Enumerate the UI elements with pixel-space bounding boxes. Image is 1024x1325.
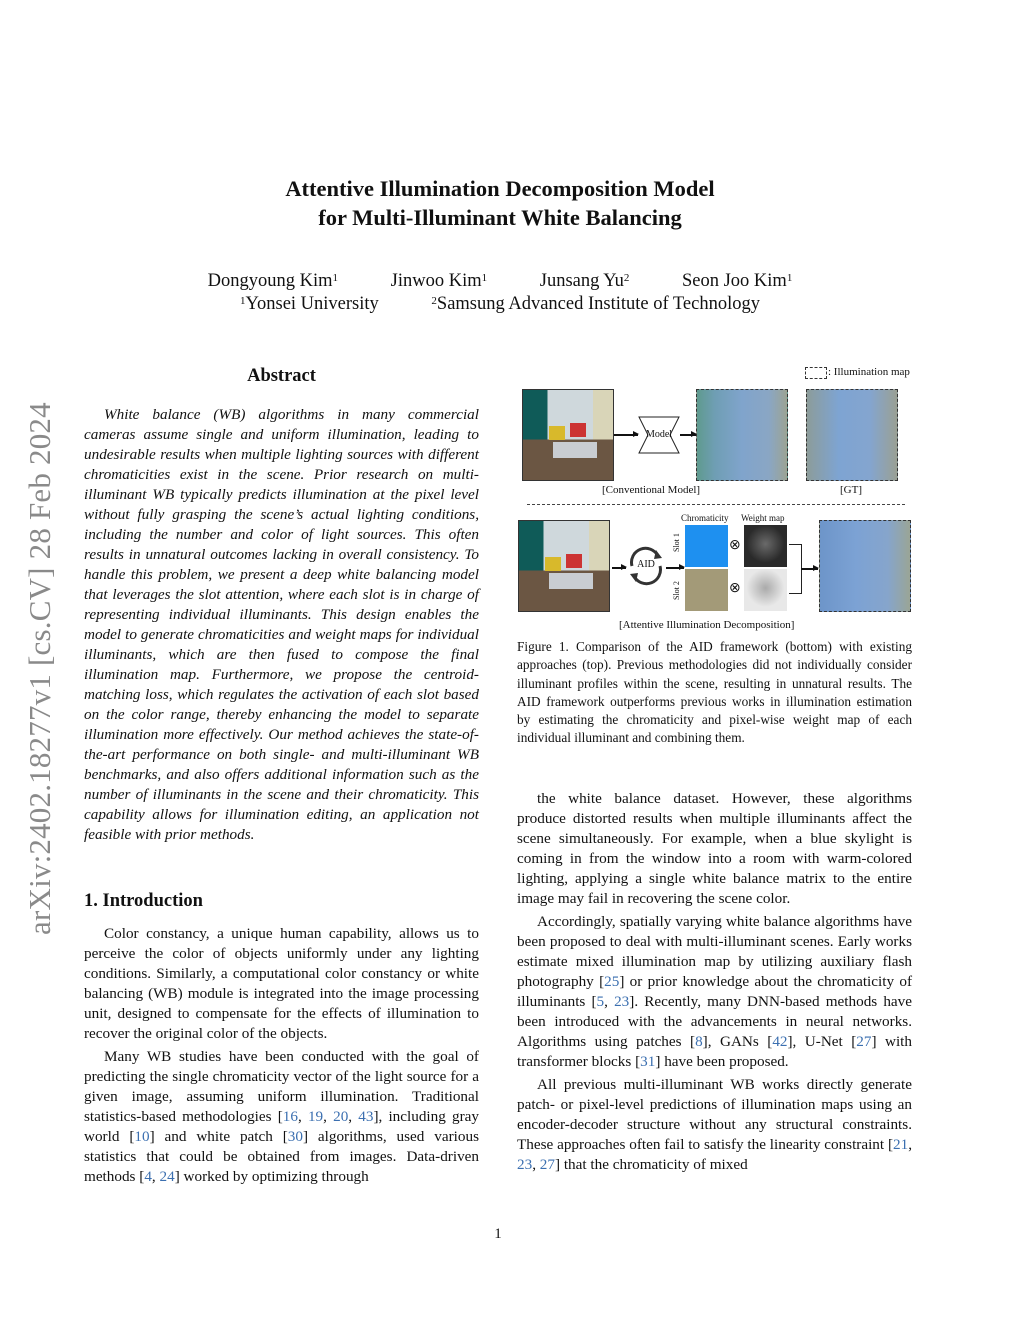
text-run: ], including gray world [ bbox=[84, 1108, 479, 1145]
text-run: ]. Recently, many DNN-based methods have been introduced with the advancements in neural networks. Algorithms using patches [ bbox=[517, 993, 913, 1050]
author-block bbox=[0, 270, 1000, 316]
text-run: Many WB studies have been conducted with the goal of predicting the single chromaticity vector of the light source for a given image, assuming uniform illumination. Traditional statistics-based methodologies [ bbox=[84, 1048, 479, 1125]
text-run: ] algorithms, used various statistics that could be obtained from images. Data-driven methods [ bbox=[84, 1128, 479, 1185]
affiliation: $^1$Yonsei University bbox=[239, 294, 379, 314]
title-line: Attentive Illumination Decomposition Model bbox=[285, 176, 715, 201]
author: Jinwoo Kim$^1$ bbox=[390, 271, 488, 291]
paragraph bbox=[84, 1047, 479, 1187]
text-run: ], U-Net [ bbox=[787, 1033, 857, 1050]
text-run: , bbox=[532, 1156, 540, 1173]
author: Seon Joo Kim$^1$ bbox=[681, 271, 793, 291]
arrow bbox=[612, 567, 626, 569]
abstract-heading: Abstract bbox=[247, 366, 316, 386]
affiliation: $^2$Samsung Advanced Institute of Technology bbox=[431, 294, 760, 314]
abstract bbox=[84, 365, 479, 845]
page-number: 1 bbox=[494, 1226, 502, 1242]
text-run: , bbox=[297, 1108, 308, 1125]
text-run: , bbox=[348, 1108, 359, 1125]
arrow bbox=[666, 567, 684, 569]
chromaticity-label: Chromaticity bbox=[681, 513, 729, 523]
aid-label: AID bbox=[637, 559, 655, 570]
weight-map-label: Weight map bbox=[741, 513, 785, 523]
text-run: ] worked by optimizing through bbox=[174, 1168, 369, 1185]
aid-framework-label: [Attentive Illumination Decomposition] bbox=[619, 619, 795, 631]
slot-1-chromaticity bbox=[685, 525, 728, 567]
citation-link[interactable]: 23 bbox=[614, 993, 630, 1010]
left-column bbox=[84, 365, 479, 1187]
title-line: for Multi-Illuminant White Balancing bbox=[318, 205, 682, 230]
gt-illumination-map bbox=[806, 389, 898, 481]
legend-dashed-box bbox=[805, 367, 827, 379]
citation-link[interactable]: 20 bbox=[333, 1108, 349, 1125]
gt-label: [GT] bbox=[840, 484, 862, 496]
paragraph bbox=[517, 912, 912, 1072]
author: Dongyoung Kim$^1$ bbox=[207, 271, 339, 291]
abstract-text: White balance (WB) algorithms in many commercial cameras assume single and uniform illumination, leading to undesirable results when multiple lighting sources with different chromaticities exist in the scene. Prior research on multi-illuminant WB typically predicts illumination at the pixel level without fully grasping the scene’s actual lighting conditions, including the number and color of light sources. This often results in unnatural outcomes lacking in overall consistency. To handle this problem, we present a deep white balancing model that leverages the slot attention, where each slot is in charge of representing individual illuminants. This design enables the model to generate chromaticities and weight maps for individual illuminants, which are then fused to compose the final illumination map. Furthermore, we propose the centroid-matching loss, which regulates the activation of each slot based on the color range, thereby enhancing the model to separate illumination more effectively. Our method achieves the state-of-the-art performance on both single- and multi-illuminant WB benchmarks, and also offers additional information such as the number of illuminants in the scene and their chromaticity. This capability allows for illumination editing, an application not feasible with prior methods. bbox=[84, 406, 479, 843]
citation-link[interactable]: 42 bbox=[772, 1033, 788, 1050]
right-column-text bbox=[517, 789, 912, 1175]
citation-link[interactable]: 25 bbox=[604, 973, 620, 990]
citation-link[interactable]: 8 bbox=[695, 1033, 703, 1050]
paragraph bbox=[517, 1075, 912, 1175]
arxiv-stamp: arXiv:2402.18277v1 [cs.CV] 28 Feb 2024 bbox=[22, 402, 57, 935]
text-run: ] that the chromaticity of mixed bbox=[554, 1156, 748, 1173]
text-run: ], GANs [ bbox=[702, 1033, 773, 1050]
text-run: ] with transformer blocks [ bbox=[517, 1033, 912, 1070]
slot-1-weight-map bbox=[744, 525, 787, 567]
text-run: , bbox=[151, 1168, 160, 1185]
conventional-illumination-map bbox=[696, 389, 788, 481]
multiply-icon: ⊗ bbox=[729, 581, 741, 596]
citation-link[interactable]: 27 bbox=[539, 1156, 555, 1173]
input-image bbox=[518, 520, 610, 612]
text-run: ] and white patch [ bbox=[149, 1128, 288, 1145]
text-run: ] have been proposed. bbox=[655, 1053, 789, 1070]
figure-caption: Figure 1. Comparison of the AID framework (bottom) with existing approaches (top). Previous methodologies did not individually consider illuminant profiles within the scene, resulting in unnatural results. The AID framework outperforms previous works in illumination estimation by estimating the chromaticity and pixel-wise weight map of each individual illuminant and combining them. bbox=[517, 639, 912, 746]
citation-link[interactable]: 10 bbox=[134, 1128, 150, 1145]
paper-title bbox=[0, 174, 1000, 232]
text-run: the white balance dataset. However, these algorithms produce distorted results when multiple illuminants affect the scene simultaneously. For example, when a blue skylight is coming in from the window into a room with warm-colored lighting, applying a single white balance matrix to the entire image may fail in recovering the scene color. bbox=[517, 790, 912, 907]
slot-2-label: Slot 2 bbox=[672, 581, 681, 600]
citation-link[interactable]: 19 bbox=[307, 1108, 324, 1125]
slot-2-chromaticity bbox=[685, 569, 728, 611]
conventional-model-label: [Conventional Model] bbox=[602, 484, 701, 496]
divider bbox=[527, 504, 905, 505]
aid-illumination-map bbox=[819, 520, 911, 612]
model-label: Model bbox=[645, 429, 673, 440]
citation-link[interactable]: 30 bbox=[287, 1128, 303, 1145]
input-image bbox=[522, 389, 614, 481]
citation-link[interactable]: 27 bbox=[856, 1033, 872, 1050]
section-heading: 1. Introduction bbox=[84, 891, 203, 911]
arrow bbox=[801, 568, 818, 570]
citation-link[interactable]: 23 bbox=[517, 1156, 533, 1173]
text-run: , bbox=[908, 1136, 912, 1153]
arrow bbox=[614, 434, 638, 436]
text-run: , bbox=[323, 1108, 334, 1125]
text-run: Color constancy, a unique human capability, allows us to perceive the color of objects uniformly under any lighting conditions. Similarly, a computational color constancy or white balancing (WB) module is integrated into the image processing unit, designed to compensate for the effects of illumination to recover the original color of the objects. bbox=[84, 925, 479, 1042]
paragraph bbox=[84, 924, 479, 1044]
slot-2-weight-map bbox=[744, 569, 787, 611]
intro-body bbox=[84, 924, 479, 1187]
legend-label: : Illumination map bbox=[828, 366, 910, 378]
arrow bbox=[680, 434, 696, 436]
text-run: All previous multi-illuminant WB works directly generate patch- or pixel-level predictions of illumination maps using an encoder-decoder structure without any structural constraints. These approaches often fail to satisfy the linearity constraint [ bbox=[517, 1076, 912, 1153]
citation-link[interactable]: 5 bbox=[596, 993, 605, 1010]
figure-1 bbox=[517, 362, 915, 634]
citation-link[interactable]: 43 bbox=[358, 1108, 374, 1125]
text-run: Accordingly, spatially varying white balance algorithms have been proposed to deal with multi-illuminant scenes. Early works estimate mixed illumination map by utilizing auxiliary flash photography [ bbox=[517, 913, 912, 990]
citation-link[interactable]: 31 bbox=[640, 1053, 656, 1070]
text-run: ] or prior knowledge about the chromaticity of illuminants [ bbox=[517, 973, 913, 1010]
multiply-icon: ⊗ bbox=[729, 538, 741, 553]
author: Junsang Yu$^2$ bbox=[539, 271, 630, 291]
paragraph bbox=[517, 789, 912, 909]
text-run: , bbox=[604, 993, 615, 1010]
citation-link[interactable]: 21 bbox=[893, 1136, 909, 1153]
citation-link[interactable]: 4 bbox=[144, 1168, 152, 1185]
citation-link[interactable]: 16 bbox=[282, 1108, 298, 1125]
slot-1-label: Slot 1 bbox=[672, 533, 681, 552]
citation-link[interactable]: 24 bbox=[159, 1168, 175, 1185]
